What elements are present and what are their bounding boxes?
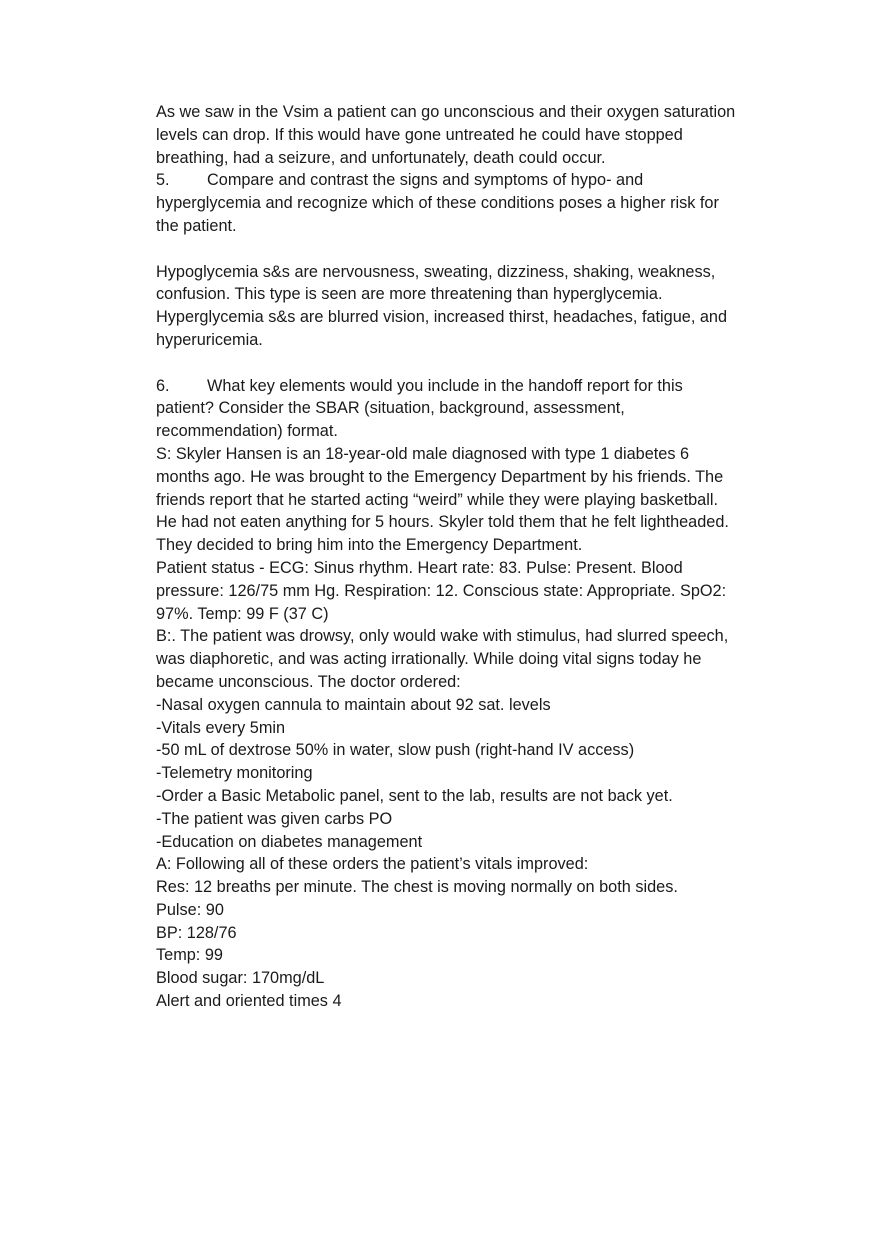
answer-5	[156, 261, 796, 352]
doctor-orders-list	[156, 694, 796, 854]
order-item: -Vitals every 5min	[156, 718, 286, 737]
text-line: confusion. This type is seen are more threatening than hyperglycemia.	[156, 285, 663, 304]
order-item: -The patient was given carbs PO	[156, 809, 393, 828]
text-line: A: Following all of these orders the patient’s vitals improved:	[156, 855, 589, 874]
text-line: recommendation) format.	[156, 422, 338, 441]
text-line: the patient.	[156, 216, 237, 235]
question-5	[156, 169, 796, 237]
text-line: B:. The patient was drowsy, only would wake with stimulus, had slurred speech,	[156, 627, 729, 646]
sbar-situation	[156, 443, 796, 557]
text-line: Hypoglycemia s&s are nervousness, sweating, dizziness, shaking, weakness,	[156, 262, 716, 281]
question-6-number: 6.	[156, 376, 170, 395]
order-item: -Education on diabetes management	[156, 832, 423, 851]
text-line: He had not eaten anything for 5 hours. Skyler told them that he felt lightheaded.	[156, 513, 729, 532]
text-line: breathing, had a seizure, and unfortunately, death could occur.	[156, 148, 606, 167]
question-5-text: Compare and contrast the signs and symptoms of hypo- and	[207, 171, 644, 190]
text-line: Res: 12 breaths per minute. The chest is moving normally on both sides.	[156, 878, 678, 897]
question-5-number: 5.	[156, 171, 170, 190]
blank-line	[156, 238, 796, 261]
text-line: Alert and oriented times 4	[156, 992, 342, 1011]
text-line: hyperuricemia.	[156, 330, 263, 349]
question-6-first-line	[156, 375, 796, 398]
blank-line	[156, 352, 796, 375]
question-6-text: What key elements would you include in the handoff report for this	[207, 376, 683, 395]
text-line: 97%. Temp: 99 F (37 C)	[156, 604, 329, 623]
patient-status	[156, 557, 796, 625]
question-6	[156, 375, 796, 443]
intro-paragraph	[156, 101, 796, 169]
text-line: hyperglycemia and recognize which of these conditions poses a higher risk for	[156, 194, 719, 213]
document-page	[156, 101, 796, 1013]
text-line: levels can drop. If this would have gone untreated he could have stopped	[156, 125, 683, 144]
sbar-background	[156, 625, 796, 693]
text-line: S: Skyler Hansen is an 18-year-old male diagnosed with type 1 diabetes 6	[156, 444, 690, 463]
order-item: -Nasal oxygen cannula to maintain about 92 sat. levels	[156, 695, 551, 714]
text-line: Temp: 99	[156, 946, 223, 965]
text-line: Hyperglycemia s&s are blurred vision, increased thirst, headaches, fatigue, and	[156, 308, 728, 327]
text-line: Patient status - ECG: Sinus rhythm. Heart rate: 83. Pulse: Present. Blood	[156, 558, 683, 577]
text-line: became unconscious. The doctor ordered:	[156, 672, 461, 691]
text-line: BP: 128/76	[156, 923, 237, 942]
text-line: months ago. He was brought to the Emergency Department by his friends. The	[156, 467, 724, 486]
text-line: patient? Consider the SBAR (situation, background, assessment,	[156, 399, 625, 418]
text-line: Pulse: 90	[156, 900, 224, 919]
text-line: They decided to bring him into the Emergency Department.	[156, 536, 583, 555]
text-line: friends report that he started acting “weird” while they were playing basketball.	[156, 490, 718, 509]
text-line: was diaphoretic, and was acting irrationally. While doing vital signs today he	[156, 650, 702, 669]
order-item: -50 mL of dextrose 50% in water, slow push (right-hand IV access)	[156, 741, 635, 760]
order-item: -Telemetry monitoring	[156, 764, 313, 783]
sbar-assessment	[156, 853, 796, 1013]
text-line: Blood sugar: 170mg/dL	[156, 969, 325, 988]
text-line: pressure: 126/75 mm Hg. Respiration: 12. Conscious state: Appropriate. SpO2:	[156, 581, 727, 600]
text-line: As we saw in the Vsim a patient can go unconscious and their oxygen saturation	[156, 103, 736, 121]
question-5-first-line	[156, 169, 796, 192]
order-item: -Order a Basic Metabolic panel, sent to the lab, results are not back yet.	[156, 786, 673, 805]
